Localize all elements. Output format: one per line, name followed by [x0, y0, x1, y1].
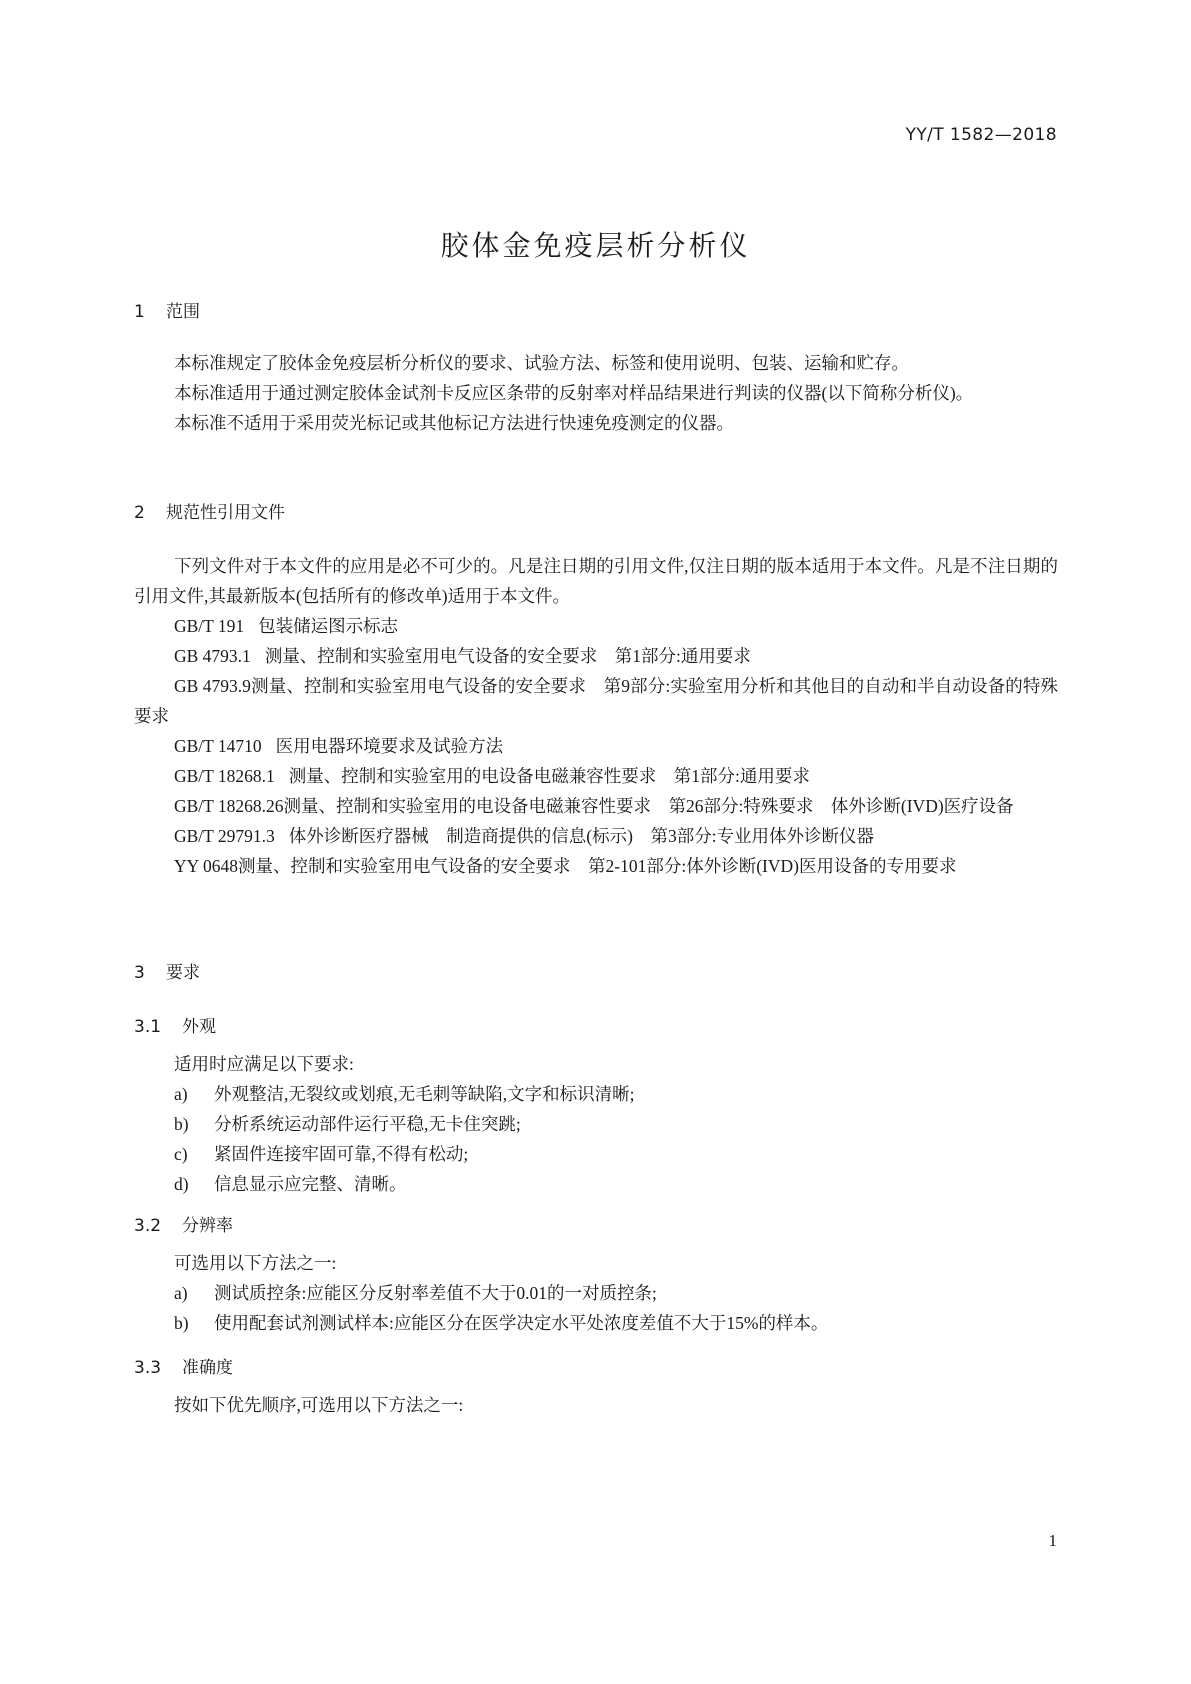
section-title: 规范性引用文件 [166, 503, 285, 523]
reference-title: 测量、控制和实验室用的电设备电磁兼容性要求 第26部分:特殊要求 体外诊断(IVD)医疗设备 [283, 796, 1014, 816]
reference-item [134, 821, 1058, 851]
reference-title: 体外诊断医疗器械 制造商提供的信息(标示) 第3部分:专业用体外诊断仪器 [288, 826, 875, 846]
reference-code: GB 4793.1 [174, 646, 251, 666]
reference-title: 测量、控制和实验室用的电设备电磁兼容性要求 第1部分:通用要求 [288, 766, 810, 786]
section-title: 外观 [182, 1017, 216, 1037]
references-body [134, 551, 1058, 881]
reference-title: 测量、控制和实验室用电气设备的安全要求 第2-101部分:体外诊断(IVD)医用设备的专用要求 [238, 856, 957, 876]
reference-title: 包装储运图示标志 [258, 616, 399, 636]
subsection-heading-resolution [134, 1211, 233, 1236]
list-item [134, 1278, 1058, 1308]
reference-title: 测量、控制和实验室用电气设备的安全要求 第9部分:实验室用分析和其他目的自动和半自动设备的特殊要求 [134, 676, 1058, 726]
section-title: 要求 [166, 963, 200, 983]
section-title: 分辨率 [182, 1216, 233, 1236]
standard-code: YY/T 1582—2018 [905, 125, 1057, 145]
resolution-body [134, 1248, 1058, 1338]
reference-code: GB/T 191 [174, 616, 245, 636]
reference-item [134, 671, 1058, 731]
reference-item [134, 731, 1058, 761]
section-number: 3.1 [134, 1017, 162, 1037]
reference-item [134, 761, 1058, 791]
reference-code: GB/T 14710 [174, 736, 262, 756]
list-label: b) [174, 1313, 189, 1333]
section-number: 2 [134, 503, 145, 523]
section-heading-references [134, 498, 285, 523]
reference-code: GB/T 29791.3 [174, 826, 275, 846]
reference-item [134, 611, 1058, 641]
reference-item [134, 851, 1058, 881]
accuracy-body [134, 1390, 1058, 1420]
reference-title: 测量、控制和实验室用电气设备的安全要求 第1部分:通用要求 [264, 646, 751, 666]
section-heading-scope [134, 297, 200, 322]
list-label: a) [174, 1283, 188, 1303]
reference-code: GB 4793.9 [174, 676, 251, 696]
list-text: 紧固件连接牢固可靠,不得有松动; [214, 1144, 469, 1164]
page-number: 1 [1048, 1531, 1057, 1550]
scope-paragraph: 本标准适用于通过测定胶体金试剂卡反应区条带的反射率对样品结果进行判读的仪器(以下简称分析仪)。 [174, 383, 974, 403]
list-label: c) [174, 1144, 188, 1164]
list-label: b) [174, 1114, 189, 1134]
accuracy-intro: 按如下优先顺序,可选用以下方法之一: [174, 1395, 464, 1415]
appearance-body [134, 1049, 1058, 1199]
section-heading-requirements [134, 958, 200, 983]
section-number: 1 [134, 302, 145, 322]
scope-paragraph: 本标准规定了胶体金免疫层析分析仪的要求、试验方法、标签和使用说明、包装、运输和贮存。 [174, 353, 909, 373]
reference-code: YY 0648 [174, 856, 239, 876]
list-item [134, 1308, 1058, 1338]
subsection-heading-accuracy [134, 1353, 233, 1378]
scope-body [134, 348, 1058, 438]
list-item [134, 1109, 1058, 1139]
section-number: 3.3 [134, 1358, 162, 1378]
reference-code: GB/T 18268.26 [174, 796, 284, 816]
list-text: 使用配套试剂测试样本:应能区分在医学决定水平处浓度差值不大于15%的样本。 [214, 1313, 829, 1333]
resolution-intro: 可选用以下方法之一: [174, 1253, 337, 1273]
section-number: 3 [134, 963, 145, 983]
list-label: a) [174, 1084, 188, 1104]
subsection-heading-appearance [134, 1012, 216, 1037]
list-item [134, 1139, 1058, 1169]
reference-item [134, 791, 1058, 821]
document-title: 胶体金免疫层析分析仪 [440, 229, 751, 262]
appearance-intro: 适用时应满足以下要求: [174, 1054, 354, 1074]
list-item [134, 1079, 1058, 1109]
list-label: d) [174, 1174, 189, 1194]
list-text: 信息显示应完整、清晰。 [214, 1174, 407, 1194]
scope-paragraph: 本标准不适用于采用荧光标记或其他标记方法进行快速免疫测定的仪器。 [174, 413, 734, 433]
section-title: 准确度 [182, 1358, 233, 1378]
list-text: 分析系统运动部件运行平稳,无卡住突跳; [214, 1114, 521, 1134]
section-title: 范围 [166, 302, 200, 322]
reference-code: GB/T 18268.1 [174, 766, 275, 786]
reference-title: 医用电器环境要求及试验方法 [275, 736, 504, 756]
reference-item [134, 641, 1058, 671]
list-text: 外观整洁,无裂纹或划痕,无毛刺等缺陷,文字和标识清晰; [214, 1084, 635, 1104]
list-item [134, 1169, 1058, 1199]
section-number: 3.2 [134, 1216, 162, 1236]
list-text: 测试质控条:应能区分反射率差值不大于0.01的一对质控条; [214, 1283, 657, 1303]
references-intro: 下列文件对于本文件的应用是必不可少的。凡是注日期的引用文件,仅注日期的版本适用于本文件。凡是不注日期的引用文件,其最新版本(包括所有的修改单)适用于本文件。 [134, 556, 1058, 606]
